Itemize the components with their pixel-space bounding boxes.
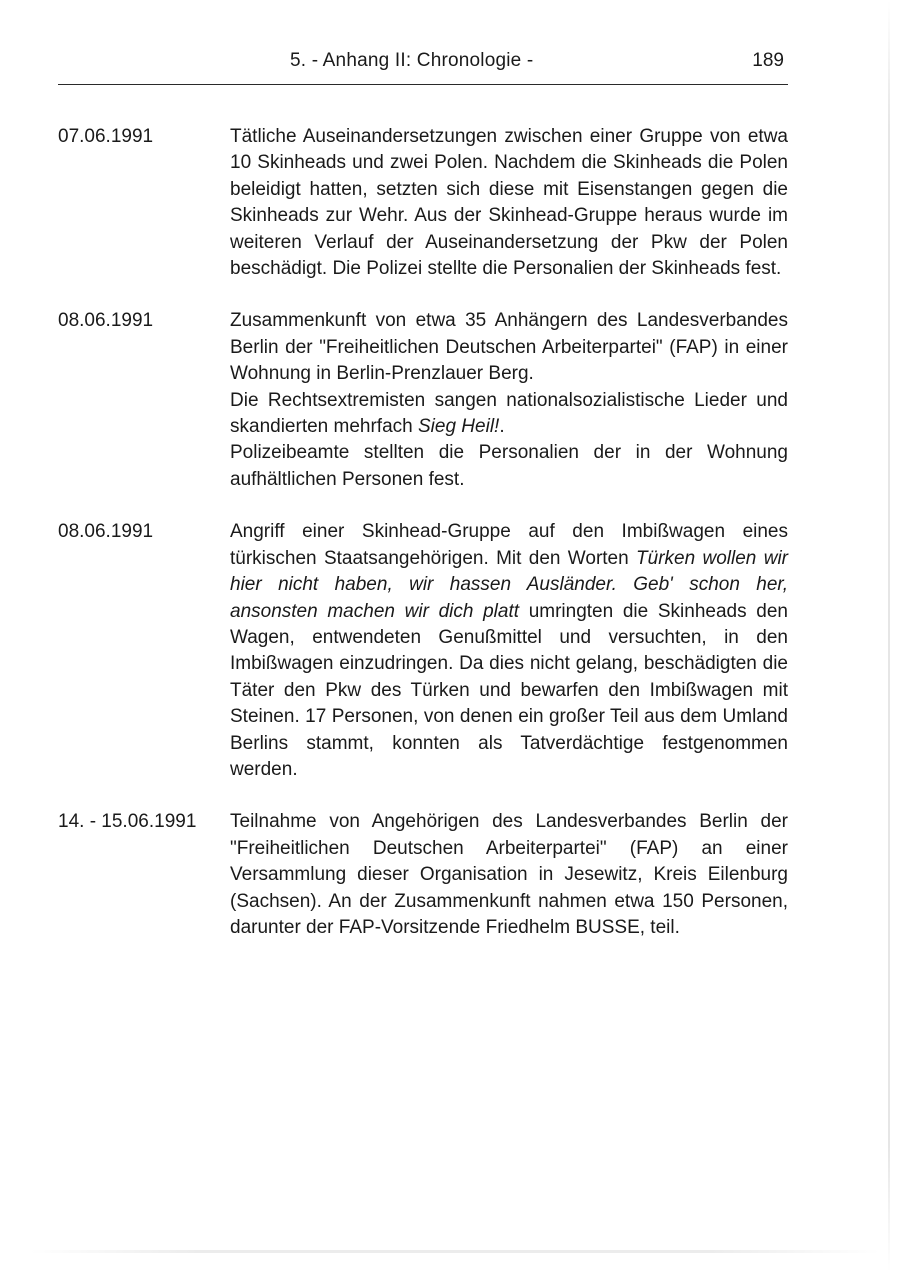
text-segment: Angriff einer Skinhead-Gruppe auf den Imbißwagen eines türkischen Staatsangehörigen. Mit den Worten: [230, 521, 788, 569]
italic-quote: Sieg Heil!: [418, 416, 500, 438]
entry-text: [230, 519, 788, 783]
entry-text: [230, 124, 788, 282]
entry-date: 08.06.1991: [58, 521, 154, 543]
chronology-entry: [58, 519, 788, 783]
entry-date: 08.06.1991: [58, 310, 154, 332]
entry-text: [230, 308, 788, 493]
entry-date: 14. - 15.06.1991: [58, 811, 197, 833]
chronology-entry: [58, 308, 788, 493]
chronology-entry: [58, 124, 788, 282]
entry-paragraph: [230, 388, 788, 441]
page-header: [58, 44, 788, 84]
text-segment: .: [499, 416, 505, 438]
entry-paragraph: [230, 124, 788, 282]
entry-paragraph: [230, 519, 788, 783]
text-segment: Tätliche Auseinandersetzungen zwischen einer Gruppe von etwa 10 Skinheads und zwei Polen. Nachdem die Skinheads die Polen beleidigt hatten, setzten sich diese mit Eisenstangen gegen die Skinheads zur Wehr. Aus der Skinhead-Gruppe heraus wurde im weiteren Verlauf der Auseinandersetzung der Pkw der Polen beschädigt. Die Polizei stellte die Personalien der Skinheads fest.: [230, 126, 788, 280]
page-number: 189: [752, 50, 784, 71]
text-segment: Zusammenkunft von etwa 35 Anhängern des Landesverbandes Berlin der "Freiheitlichen Deutschen Arbeiterpartei" (FAP) in einer Wohnung in Berlin-Prenzlauer Berg.: [230, 310, 788, 385]
scan-edge-bottom: [30, 1250, 880, 1253]
entry-text: [230, 809, 788, 941]
text-segment: Polizeibeamte stellten die Personalien der in der Wohnung aufhältlichen Personen fest.: [230, 442, 788, 490]
text-segment: Die Rechtsextremisten sangen nationalsozialistische Lieder und skandierten mehrfach: [230, 389, 788, 438]
scan-edge-right: [888, 0, 890, 1272]
entry-paragraph: [230, 308, 788, 387]
text-segment: Teilnahme von Angehörigen des Landesverbandes Berlin der "Freiheitlichen Deutschen Arbeiterpartei" (FAP) an einer Versammlung dieser Organisation in Jesewitz, Kreis Eilenburg (Sachsen). An der Zusammenkunft nahmen etwa 150 Personen, darunter der FAP-Vorsitzende Friedhelm BUSSE, teil.: [230, 811, 788, 938]
text-segment: umringten die Skinheads den Wagen, entwendeten Genußmittel und versuchten, in den Imbißwagen einzudringen. Da dies nicht gelang, beschädigten die Täter den Pkw des Türken und bewarfen den Imbißwagen mit Steinen. 17 Personen, von denen ein großer Teil aus dem Umland Berlins stammt, konnten als Tatverdächtige festgenommen werden.: [230, 600, 788, 780]
chronology-list: [58, 124, 788, 967]
entry-paragraph: [230, 440, 788, 493]
entry-paragraph: [230, 809, 788, 941]
header-divider: [58, 84, 788, 85]
italic-quote: Türken wollen wir hier nicht haben, wir hassen Ausländer. Geb' schon her, ansonsten machen wir dich platt: [230, 547, 788, 622]
entry-date: 07.06.1991: [58, 126, 154, 147]
chronology-entry: [58, 809, 788, 941]
header-title: 5. - Anhang II: Chronologie -: [290, 50, 534, 71]
